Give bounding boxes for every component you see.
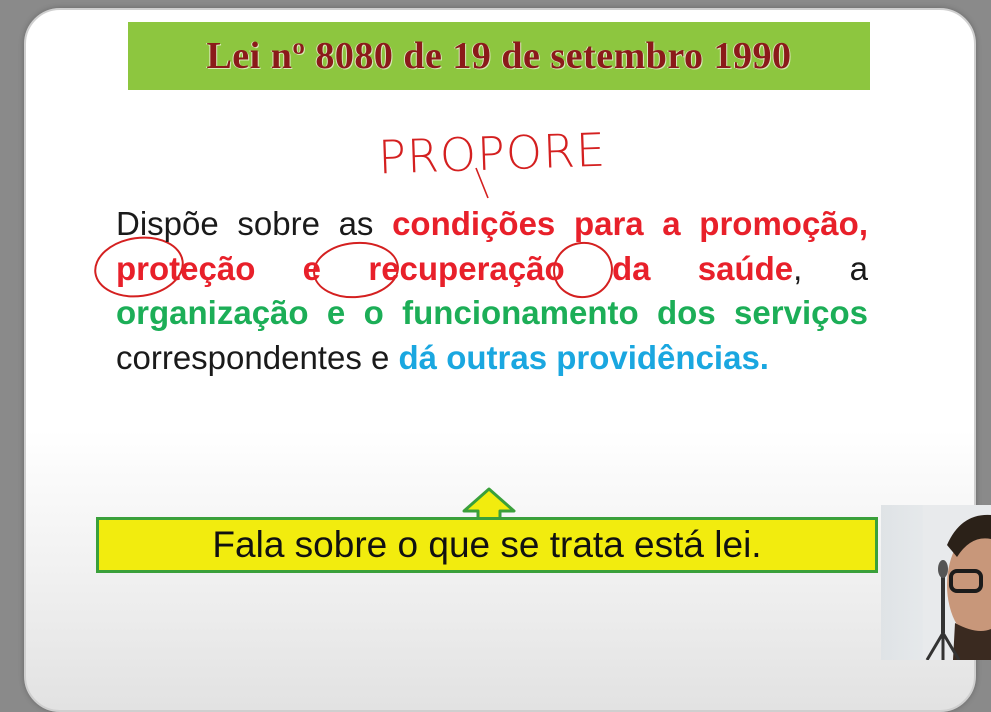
handwritten-note: PROPORE	[377, 122, 607, 185]
text-segment-connector: , a	[793, 249, 868, 287]
law-description	[116, 202, 868, 380]
presenter-video	[881, 505, 991, 660]
text-segment-corresponding: correspondentes e	[116, 338, 399, 376]
text-segment-other-provisions: dá outras providências.	[398, 338, 769, 376]
slide-title: Lei nº 8080 de 19 de setembro 1990	[206, 35, 792, 77]
webcam-overlay	[881, 505, 991, 660]
microphone-icon	[938, 560, 948, 578]
text-segment-dispoe: Dispõe sobre as	[116, 205, 393, 242]
callout-text: Fala sobre o que se trata está lei.	[212, 524, 762, 565]
text-segment-conditions: condições para a promoção, proteção e recuperação da saúde	[116, 205, 868, 287]
text-segment-organization: organização e o funcionamento dos serviços	[116, 294, 868, 331]
callout-box	[96, 517, 878, 573]
up-arrow-icon	[464, 489, 514, 520]
